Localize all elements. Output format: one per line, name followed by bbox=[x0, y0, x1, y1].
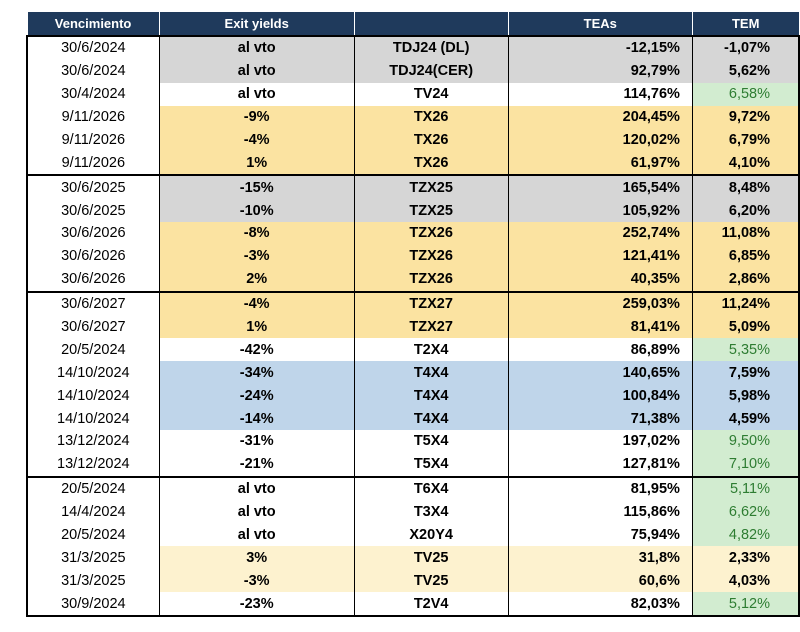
cell-exit-yield: -4% bbox=[159, 292, 354, 316]
table-row bbox=[27, 407, 799, 430]
table-row bbox=[27, 361, 799, 384]
cell-tem: 7,10% bbox=[692, 453, 799, 477]
header-row bbox=[27, 12, 799, 36]
cell-tea: 165,54% bbox=[508, 175, 692, 199]
cell-vencimiento: 20/5/2024 bbox=[27, 338, 159, 361]
table-row bbox=[27, 546, 799, 569]
cell-vencimiento: 30/6/2025 bbox=[27, 199, 159, 222]
cell-tem: 6,85% bbox=[692, 245, 799, 268]
table-row bbox=[27, 477, 799, 501]
cell-tea: 40,35% bbox=[508, 268, 692, 292]
cell-tea: 127,81% bbox=[508, 453, 692, 477]
cell-ticker: T2X4 bbox=[354, 338, 508, 361]
cell-ticker: TX26 bbox=[354, 106, 508, 129]
cell-tem: 6,58% bbox=[692, 83, 799, 106]
cell-vencimiento: 13/12/2024 bbox=[27, 453, 159, 477]
cell-exit-yield: al vto bbox=[159, 477, 354, 501]
cell-vencimiento: 30/6/2025 bbox=[27, 175, 159, 199]
cell-vencimiento: 20/5/2024 bbox=[27, 524, 159, 547]
cell-tem: -1,07% bbox=[692, 36, 799, 60]
cell-tea: 92,79% bbox=[508, 60, 692, 83]
cell-ticker: T4X4 bbox=[354, 407, 508, 430]
cell-exit-yield: al vto bbox=[159, 524, 354, 547]
cell-vencimiento: 30/4/2024 bbox=[27, 83, 159, 106]
cell-tea: 81,95% bbox=[508, 477, 692, 501]
cell-tem: 6,79% bbox=[692, 128, 799, 151]
cell-ticker: TZX26 bbox=[354, 245, 508, 268]
cell-tem: 4,82% bbox=[692, 524, 799, 547]
header-vencimiento: Vencimiento bbox=[27, 12, 159, 36]
cell-vencimiento: 13/12/2024 bbox=[27, 430, 159, 453]
table-row bbox=[27, 268, 799, 292]
cell-tem: 2,86% bbox=[692, 268, 799, 292]
cell-tem: 8,48% bbox=[692, 175, 799, 199]
cell-tem: 2,33% bbox=[692, 546, 799, 569]
cell-exit-yield: -34% bbox=[159, 361, 354, 384]
table-row bbox=[27, 524, 799, 547]
cell-tem: 4,10% bbox=[692, 151, 799, 175]
cell-tea: 197,02% bbox=[508, 430, 692, 453]
table-row bbox=[27, 36, 799, 60]
cell-vencimiento: 30/6/2027 bbox=[27, 292, 159, 316]
cell-vencimiento: 9/11/2026 bbox=[27, 128, 159, 151]
cell-tem: 5,35% bbox=[692, 338, 799, 361]
bond-yields-table-wrapper bbox=[26, 11, 800, 617]
cell-ticker: TZX27 bbox=[354, 292, 508, 316]
cell-exit-yield: -8% bbox=[159, 222, 354, 245]
cell-ticker: TDJ24 (DL) bbox=[354, 36, 508, 60]
bond-yields-table bbox=[26, 11, 800, 617]
cell-exit-yield: al vto bbox=[159, 501, 354, 524]
cell-tea: 121,41% bbox=[508, 245, 692, 268]
table-row bbox=[27, 222, 799, 245]
cell-ticker: TZX27 bbox=[354, 316, 508, 339]
cell-exit-yield: -9% bbox=[159, 106, 354, 129]
header-teas: TEAs bbox=[508, 12, 692, 36]
cell-tea: 82,03% bbox=[508, 592, 692, 616]
cell-ticker: T5X4 bbox=[354, 430, 508, 453]
cell-vencimiento: 30/6/2026 bbox=[27, 222, 159, 245]
cell-tem: 6,62% bbox=[692, 501, 799, 524]
cell-tem: 11,24% bbox=[692, 292, 799, 316]
cell-vencimiento: 20/5/2024 bbox=[27, 477, 159, 501]
table-row bbox=[27, 338, 799, 361]
cell-ticker: TZX25 bbox=[354, 199, 508, 222]
cell-tea: 60,6% bbox=[508, 569, 692, 592]
cell-ticker: T4X4 bbox=[354, 361, 508, 384]
cell-exit-yield: -3% bbox=[159, 569, 354, 592]
cell-tem: 9,50% bbox=[692, 430, 799, 453]
table-row bbox=[27, 292, 799, 316]
cell-ticker: TV24 bbox=[354, 83, 508, 106]
cell-tea: 100,84% bbox=[508, 384, 692, 407]
cell-tea: 204,45% bbox=[508, 106, 692, 129]
cell-vencimiento: 31/3/2025 bbox=[27, 546, 159, 569]
table-row bbox=[27, 128, 799, 151]
cell-ticker: TX26 bbox=[354, 151, 508, 175]
cell-ticker: T2V4 bbox=[354, 592, 508, 616]
cell-vencimiento: 14/10/2024 bbox=[27, 361, 159, 384]
cell-vencimiento: 30/6/2024 bbox=[27, 36, 159, 60]
cell-ticker: TZX26 bbox=[354, 268, 508, 292]
table-row bbox=[27, 245, 799, 268]
cell-tea: 140,65% bbox=[508, 361, 692, 384]
table-row bbox=[27, 175, 799, 199]
cell-tea: 259,03% bbox=[508, 292, 692, 316]
cell-ticker: TV25 bbox=[354, 569, 508, 592]
cell-exit-yield: al vto bbox=[159, 60, 354, 83]
cell-tea: 71,38% bbox=[508, 407, 692, 430]
cell-tem: 5,09% bbox=[692, 316, 799, 339]
cell-tem: 4,03% bbox=[692, 569, 799, 592]
cell-tem: 4,59% bbox=[692, 407, 799, 430]
cell-exit-yield: -23% bbox=[159, 592, 354, 616]
cell-tea: -12,15% bbox=[508, 36, 692, 60]
cell-exit-yield: al vto bbox=[159, 36, 354, 60]
header-exit-yields: Exit yields bbox=[159, 12, 354, 36]
cell-exit-yield: 2% bbox=[159, 268, 354, 292]
table-row bbox=[27, 83, 799, 106]
cell-tea: 81,41% bbox=[508, 316, 692, 339]
table-row bbox=[27, 199, 799, 222]
cell-tea: 114,76% bbox=[508, 83, 692, 106]
cell-tea: 61,97% bbox=[508, 151, 692, 175]
cell-tem: 11,08% bbox=[692, 222, 799, 245]
cell-tem: 6,20% bbox=[692, 199, 799, 222]
cell-vencimiento: 14/10/2024 bbox=[27, 407, 159, 430]
cell-exit-yield: 3% bbox=[159, 546, 354, 569]
cell-ticker: T3X4 bbox=[354, 501, 508, 524]
table-row bbox=[27, 384, 799, 407]
table-body bbox=[27, 36, 799, 616]
cell-exit-yield: -21% bbox=[159, 453, 354, 477]
cell-tea: 120,02% bbox=[508, 128, 692, 151]
cell-vencimiento: 14/4/2024 bbox=[27, 501, 159, 524]
cell-ticker: TX26 bbox=[354, 128, 508, 151]
cell-vencimiento: 30/6/2027 bbox=[27, 316, 159, 339]
table-row bbox=[27, 453, 799, 477]
cell-exit-yield: -14% bbox=[159, 407, 354, 430]
cell-ticker: T6X4 bbox=[354, 477, 508, 501]
cell-exit-yield: -24% bbox=[159, 384, 354, 407]
cell-vencimiento: 31/3/2025 bbox=[27, 569, 159, 592]
cell-tea: 75,94% bbox=[508, 524, 692, 547]
table-row bbox=[27, 569, 799, 592]
cell-ticker: T4X4 bbox=[354, 384, 508, 407]
cell-tem: 5,98% bbox=[692, 384, 799, 407]
table-row bbox=[27, 501, 799, 524]
cell-tem: 5,62% bbox=[692, 60, 799, 83]
cell-tea: 115,86% bbox=[508, 501, 692, 524]
cell-vencimiento: 30/6/2026 bbox=[27, 268, 159, 292]
table-row bbox=[27, 151, 799, 175]
cell-vencimiento: 14/10/2024 bbox=[27, 384, 159, 407]
cell-exit-yield: -31% bbox=[159, 430, 354, 453]
cell-exit-yield: al vto bbox=[159, 83, 354, 106]
cell-tea: 31,8% bbox=[508, 546, 692, 569]
cell-tea: 252,74% bbox=[508, 222, 692, 245]
cell-exit-yield: 1% bbox=[159, 151, 354, 175]
cell-tem: 7,59% bbox=[692, 361, 799, 384]
cell-exit-yield: -4% bbox=[159, 128, 354, 151]
cell-vencimiento: 30/9/2024 bbox=[27, 592, 159, 616]
cell-exit-yield: -3% bbox=[159, 245, 354, 268]
cell-ticker: T5X4 bbox=[354, 453, 508, 477]
cell-vencimiento: 30/6/2024 bbox=[27, 60, 159, 83]
cell-tea: 86,89% bbox=[508, 338, 692, 361]
cell-ticker: TDJ24(CER) bbox=[354, 60, 508, 83]
table-row bbox=[27, 60, 799, 83]
cell-vencimiento: 30/6/2026 bbox=[27, 245, 159, 268]
cell-tem: 5,12% bbox=[692, 592, 799, 616]
header-ticker bbox=[354, 12, 508, 36]
cell-ticker: TV25 bbox=[354, 546, 508, 569]
cell-exit-yield: 1% bbox=[159, 316, 354, 339]
cell-ticker: TZX25 bbox=[354, 175, 508, 199]
cell-ticker: TZX26 bbox=[354, 222, 508, 245]
cell-exit-yield: -42% bbox=[159, 338, 354, 361]
cell-tea: 105,92% bbox=[508, 199, 692, 222]
header-tem: TEM bbox=[692, 12, 799, 36]
cell-exit-yield: -10% bbox=[159, 199, 354, 222]
cell-tem: 9,72% bbox=[692, 106, 799, 129]
cell-vencimiento: 9/11/2026 bbox=[27, 106, 159, 129]
cell-vencimiento: 9/11/2026 bbox=[27, 151, 159, 175]
cell-ticker: X20Y4 bbox=[354, 524, 508, 547]
cell-tem: 5,11% bbox=[692, 477, 799, 501]
table-row bbox=[27, 106, 799, 129]
cell-exit-yield: -15% bbox=[159, 175, 354, 199]
table-row bbox=[27, 430, 799, 453]
table-row bbox=[27, 592, 799, 616]
table-row bbox=[27, 316, 799, 339]
